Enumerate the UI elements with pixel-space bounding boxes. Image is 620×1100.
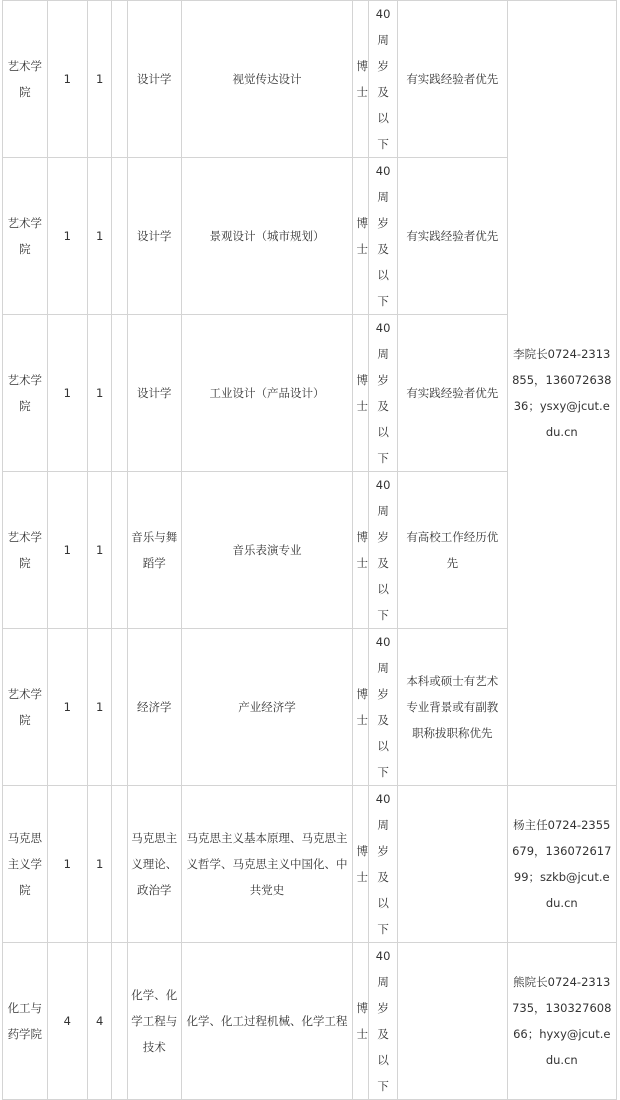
age-cell: 40周岁及以下 bbox=[369, 629, 398, 786]
major-cell: 化学、化工过程机械、化学工程 bbox=[181, 943, 353, 1100]
age-cell: 40周岁及以下 bbox=[369, 1, 398, 158]
count-cell: 4 bbox=[47, 943, 87, 1100]
count-cell: 1 bbox=[87, 629, 112, 786]
requirement-cell: 有实践经验者优先 bbox=[398, 315, 507, 472]
spacer-cell bbox=[112, 158, 128, 315]
contact-cell: 李院长0724-2313855，13607263836；ysxy@jcut.edu.cn bbox=[507, 1, 616, 786]
degree-cell: 博士 bbox=[353, 315, 369, 472]
requirement-cell: 有高校工作经历优先 bbox=[398, 472, 507, 629]
requirement-cell bbox=[398, 943, 507, 1100]
count-cell: 1 bbox=[87, 1, 112, 158]
age-cell: 40周岁及以下 bbox=[369, 158, 398, 315]
count-cell: 1 bbox=[47, 786, 87, 943]
table-row bbox=[3, 786, 617, 943]
spacer-cell bbox=[112, 472, 128, 629]
major-cell: 音乐表演专业 bbox=[181, 472, 353, 629]
unit-cell: 艺术学院 bbox=[3, 158, 48, 315]
discipline-cell: 设计学 bbox=[128, 1, 182, 158]
count-cell: 1 bbox=[87, 158, 112, 315]
requirement-cell: 有实践经验者优先 bbox=[398, 1, 507, 158]
discipline-cell: 化学、化学工程与技术 bbox=[128, 943, 182, 1100]
discipline-cell: 设计学 bbox=[128, 158, 182, 315]
unit-cell: 化工与药学院 bbox=[3, 943, 48, 1100]
requirement-cell bbox=[398, 786, 507, 943]
major-cell: 视觉传达设计 bbox=[181, 1, 353, 158]
degree-cell: 博士 bbox=[353, 629, 369, 786]
degree-cell: 博士 bbox=[353, 472, 369, 629]
discipline-cell: 设计学 bbox=[128, 315, 182, 472]
count-cell: 1 bbox=[87, 315, 112, 472]
age-cell: 40周岁及以下 bbox=[369, 786, 398, 943]
unit-cell: 马克思主义学院 bbox=[3, 786, 48, 943]
spacer-cell bbox=[112, 786, 128, 943]
spacer-cell bbox=[112, 943, 128, 1100]
count-cell: 1 bbox=[47, 158, 87, 315]
degree-cell: 博士 bbox=[353, 158, 369, 315]
count-cell: 1 bbox=[87, 786, 112, 943]
count-cell: 1 bbox=[47, 472, 87, 629]
table-row bbox=[3, 1, 617, 158]
contact-cell: 杨主任0724-2355679，13607261799；szkb@jcut.edu.cn bbox=[507, 786, 616, 943]
unit-cell: 艺术学院 bbox=[3, 315, 48, 472]
unit-cell: 艺术学院 bbox=[3, 1, 48, 158]
count-cell: 1 bbox=[47, 315, 87, 472]
major-cell: 景观设计（城市规划） bbox=[181, 158, 353, 315]
count-cell: 1 bbox=[47, 629, 87, 786]
count-cell: 1 bbox=[47, 1, 87, 158]
spacer-cell bbox=[112, 629, 128, 786]
count-cell: 4 bbox=[87, 943, 112, 1100]
degree-cell: 博士 bbox=[353, 943, 369, 1100]
count-cell: 1 bbox=[87, 472, 112, 629]
requirement-cell: 有实践经验者优先 bbox=[398, 158, 507, 315]
discipline-cell: 马克思主义理论、政治学 bbox=[128, 786, 182, 943]
major-cell: 马克思主义基本原理、马克思主义哲学、马克思主义中国化、中共党史 bbox=[181, 786, 353, 943]
age-cell: 40周岁及以下 bbox=[369, 472, 398, 629]
degree-cell: 博士 bbox=[353, 786, 369, 943]
discipline-cell: 音乐与舞蹈学 bbox=[128, 472, 182, 629]
major-cell: 产业经济学 bbox=[181, 629, 353, 786]
unit-cell: 艺术学院 bbox=[3, 472, 48, 629]
table-row bbox=[3, 943, 617, 1100]
major-cell: 工业设计（产品设计） bbox=[181, 315, 353, 472]
recruitment-table bbox=[2, 0, 617, 1100]
requirement-cell: 本科或硕士有艺术专业背景或有副教职称拔职称优先 bbox=[398, 629, 507, 786]
age-cell: 40周岁及以下 bbox=[369, 943, 398, 1100]
contact-cell: 熊院长0724-2313735，13032760866；hyxy@jcut.edu.cn bbox=[507, 943, 616, 1100]
discipline-cell: 经济学 bbox=[128, 629, 182, 786]
degree-cell: 博士 bbox=[353, 1, 369, 158]
spacer-cell bbox=[112, 1, 128, 158]
age-cell: 40周岁及以下 bbox=[369, 315, 398, 472]
spacer-cell bbox=[112, 315, 128, 472]
unit-cell: 艺术学院 bbox=[3, 629, 48, 786]
